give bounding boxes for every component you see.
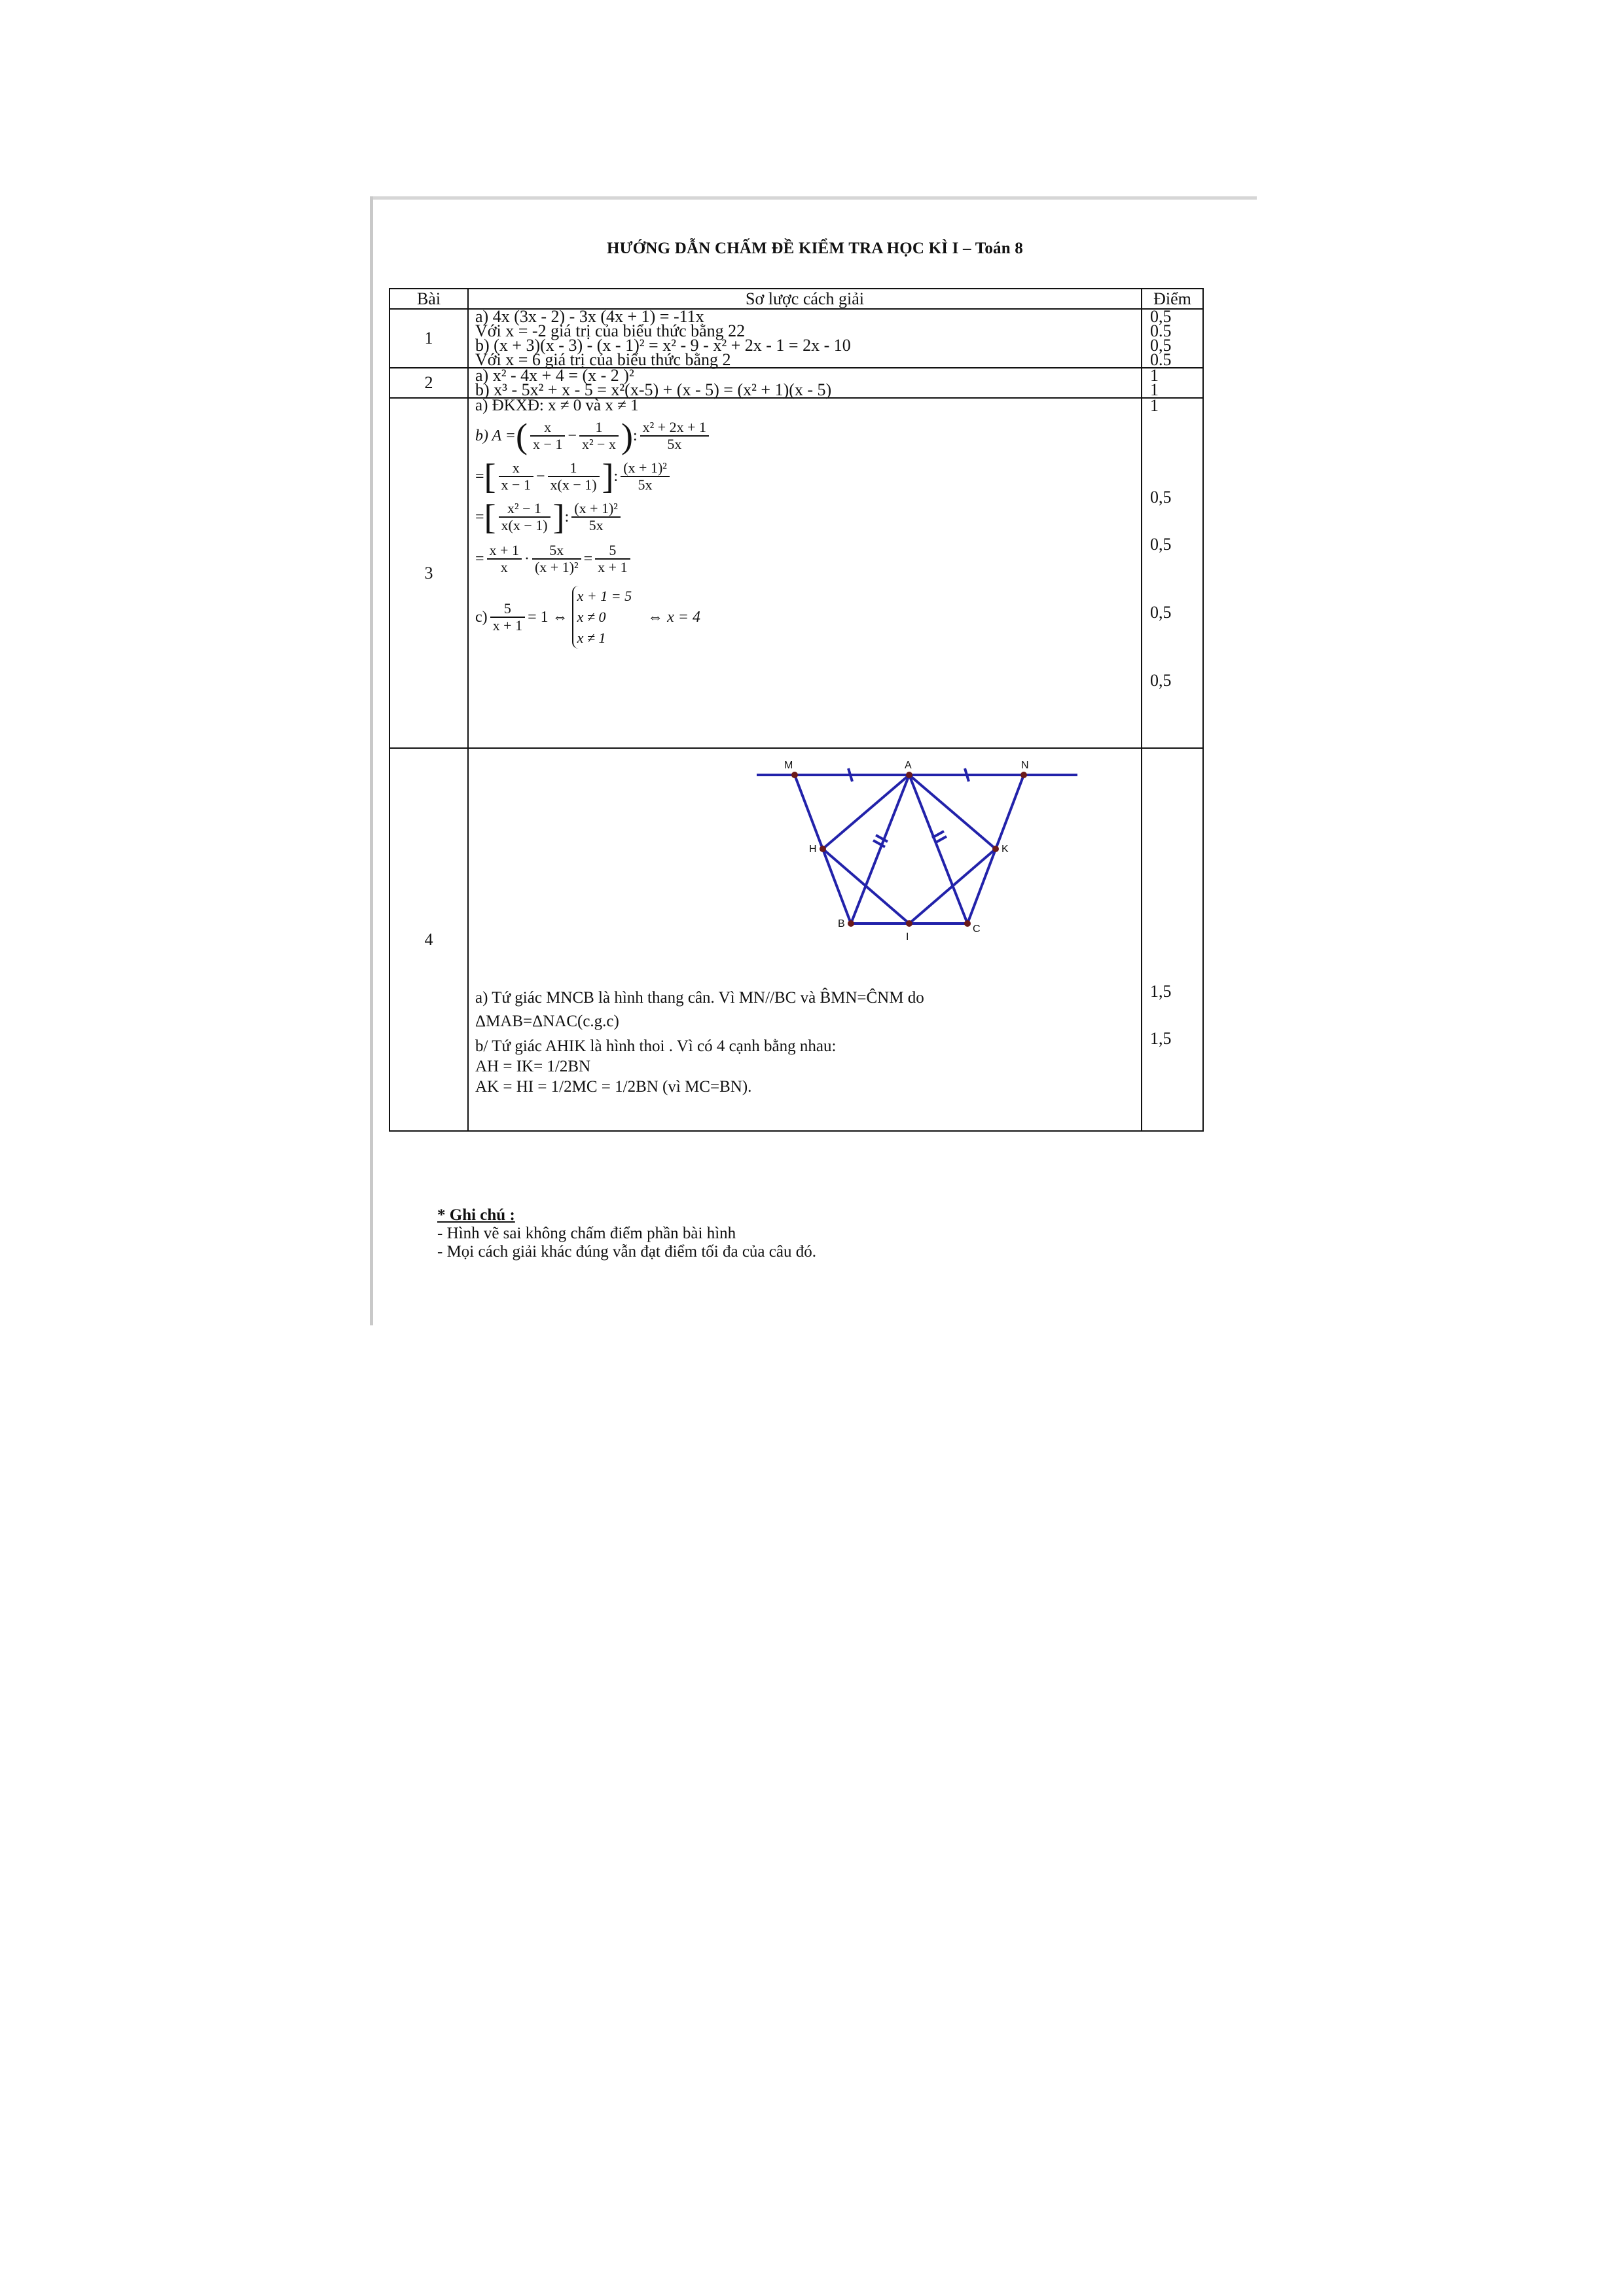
step-b2: = [ $\frac{x}{x - 1}$ − $\frac{1}{x(x - 1)}$ ] : $\frac{\text{(x + 1)²}}{5x}$ [475,460,1141,493]
c-equation: = 1 ⇔ [528,609,568,626]
solution-cell [468,309,1142,368]
solution-line: b) (x + 3)(x - 3) - (x - 1)² = x² - 9 - x² + 2x - 1 = 2x - 10 [475,336,851,355]
fraction: $\frac{5x}{\text{(x + 1)²}}$ [532,543,581,575]
point-value: 0,5 [1150,603,1172,622]
bai-number: 2 [389,368,468,398]
label-k: K [1001,844,1009,855]
point-marker [992,846,999,852]
label-c: C [973,924,981,935]
segment-ac [909,775,967,924]
fraction: $\frac{x}{x - 1}$ [499,460,533,493]
note-item: - Hình vẽ sai không chấm điểm phần bài hình [437,1225,736,1242]
tick-mark [935,836,947,843]
point-value: 0,5 [1150,671,1172,690]
bai-number: 1 [389,309,468,368]
geometry-figure [757,755,1097,945]
notes-title: * Ghi chú : [437,1206,515,1224]
solution-line: AH = IK= 1/2BN [475,1058,591,1075]
point-marker [848,920,854,927]
solution-line: AK = HI = 1/2MC = 1/2BN (vì MC=BN). [475,1078,752,1096]
document-title: HƯỚNG DẪN CHẤM ĐỀ KIỂM TRA HỌC KÌ I – Toán 8 [607,240,1023,257]
table-row [389,368,1203,398]
table-row [389,309,1203,368]
point-marker [964,920,971,927]
table-header-row [389,289,1203,309]
step-b3: = [ $\frac{\text{x² − 1}}{x(x - 1)}$ ] : $\frac{\text{(x + 1)²}}{5x}$ [475,501,1141,533]
label-b: B [838,918,845,929]
solution-line: Với x = 6 giá trị của biểu thức bằng 2 [475,350,731,369]
point-value: 0,5 [1150,307,1172,326]
equation-system: x + 1 = 5 x ≠ 0 x ≠ 1 [572,586,632,649]
solution-line: b) x³ - 5x² + x - 5 = x²(x-5) + (x - 5) = (x² + 1)(x - 5) [475,380,832,399]
label-n: N [1021,760,1029,771]
paren-close: ) [621,416,633,456]
label-a: A [905,760,912,771]
fraction: $\frac{5}{x + 1}$ [595,543,630,575]
segment-ab [851,775,909,924]
bai-number: 4 [389,748,468,1131]
paren-open: ( [515,416,528,456]
header-solution: Sơ lược cách giải [468,289,1142,309]
point-value: 0,5 [1150,535,1172,554]
notes-section [437,1206,816,1261]
note-item: - Mọi cách giải khác đúng vẫn đạt điểm tối đa của câu đó. [437,1243,816,1261]
step-b1: b) A = ( $\frac{x}{x - 1}$ − $\frac{1}{\text{x² − x}}$ ) : $\frac{\text{x² + 2x + 1}}{5x}$ [475,420,1141,452]
point-marker [906,772,912,778]
segment-ak [909,775,996,849]
solution-line: Với x = -2 giá trị của biểu thức bằng 22 [475,321,746,340]
table-row [389,398,1203,748]
points-cell [1142,368,1203,398]
geometry-solution [475,988,924,1097]
point-value: 1 [1150,380,1159,399]
point-value: 1 [1150,366,1159,385]
condition-line: a) ĐKXĐ: x ≠ 0 và x ≠ 1 [475,397,639,414]
header-points: Điểm [1142,289,1203,309]
points-cell [1142,398,1203,748]
fraction: $\frac{\text{(x + 1)²}}{5x}$ [621,460,670,493]
page-edge-left [370,196,373,1325]
solution-line: a) 4x (3x - 2) - 3x (4x + 1) = -11x [475,307,704,326]
point-value: 1,5 [1150,1029,1172,1048]
solution-line: b/ Tứ giác AHIK là hình thoi . Vì có 4 cạnh bằng nhau: [475,1037,837,1055]
point-marker [791,772,798,778]
fraction: $\frac{\text{(x + 1)²}}{5x}$ [571,501,621,533]
point-value: 0.5 [1150,350,1172,369]
label-i: I [906,931,909,942]
points-cell [1142,748,1203,1131]
solution-line: a) x² - 4x + 4 = (x - 2 )² [475,366,634,385]
bai-number: 3 [389,398,468,748]
c-result: ⇔ x = 4 [647,609,700,626]
point-value: 1,5 [1150,982,1172,1001]
header-bai: Bài [389,289,468,309]
fraction: $\frac{1}{\text{x² − x}}$ [579,420,619,452]
point-marker [1020,772,1027,778]
fraction: $\frac{\text{x² − 1}}{x(x - 1)}$ [499,501,550,533]
solution-cell [468,398,1142,748]
step-b4: = $\frac{x + 1}{x}$ · $\frac{5x}{\text{(x + 1)²}}$ = $\frac{5}{x + 1}$ [475,543,1141,575]
table-row [389,748,1203,1131]
grading-table [389,288,1204,1132]
b-label: b) A = [475,427,516,444]
c-label: c) [475,609,488,626]
point-marker [820,846,826,852]
solution-cell [468,368,1142,398]
fraction: $\frac{\text{x² + 2x + 1}}{5x}$ [640,420,709,452]
point-value: 0,5 [1150,336,1172,355]
fraction: $\frac{x + 1}{x}$ [487,543,522,575]
points-cell [1142,309,1203,368]
point-marker [906,920,912,927]
fraction: $\frac{1}{x(x - 1)}$ [548,460,600,493]
solution-line: a) Tứ giác MNCB là hình thang cân. Vì MN//BC và B̂MN=ĈNM do [475,989,924,1007]
point-value: 1 [1150,396,1159,415]
label-h: H [809,844,817,855]
solution-cell [468,748,1142,1131]
step-c [475,586,1141,649]
point-value: 0.5 [1150,321,1172,340]
label-m: M [784,760,793,771]
fraction: $\frac{x}{x - 1}$ [530,420,565,452]
fraction: $\frac{5}{x + 1}$ [490,601,525,634]
point-value: 0,5 [1150,488,1172,507]
segment-ah [823,775,909,849]
solution-line: ΔMAB=ΔNAC(c.g.c) [475,1013,619,1030]
page-edge-top [371,196,1257,200]
